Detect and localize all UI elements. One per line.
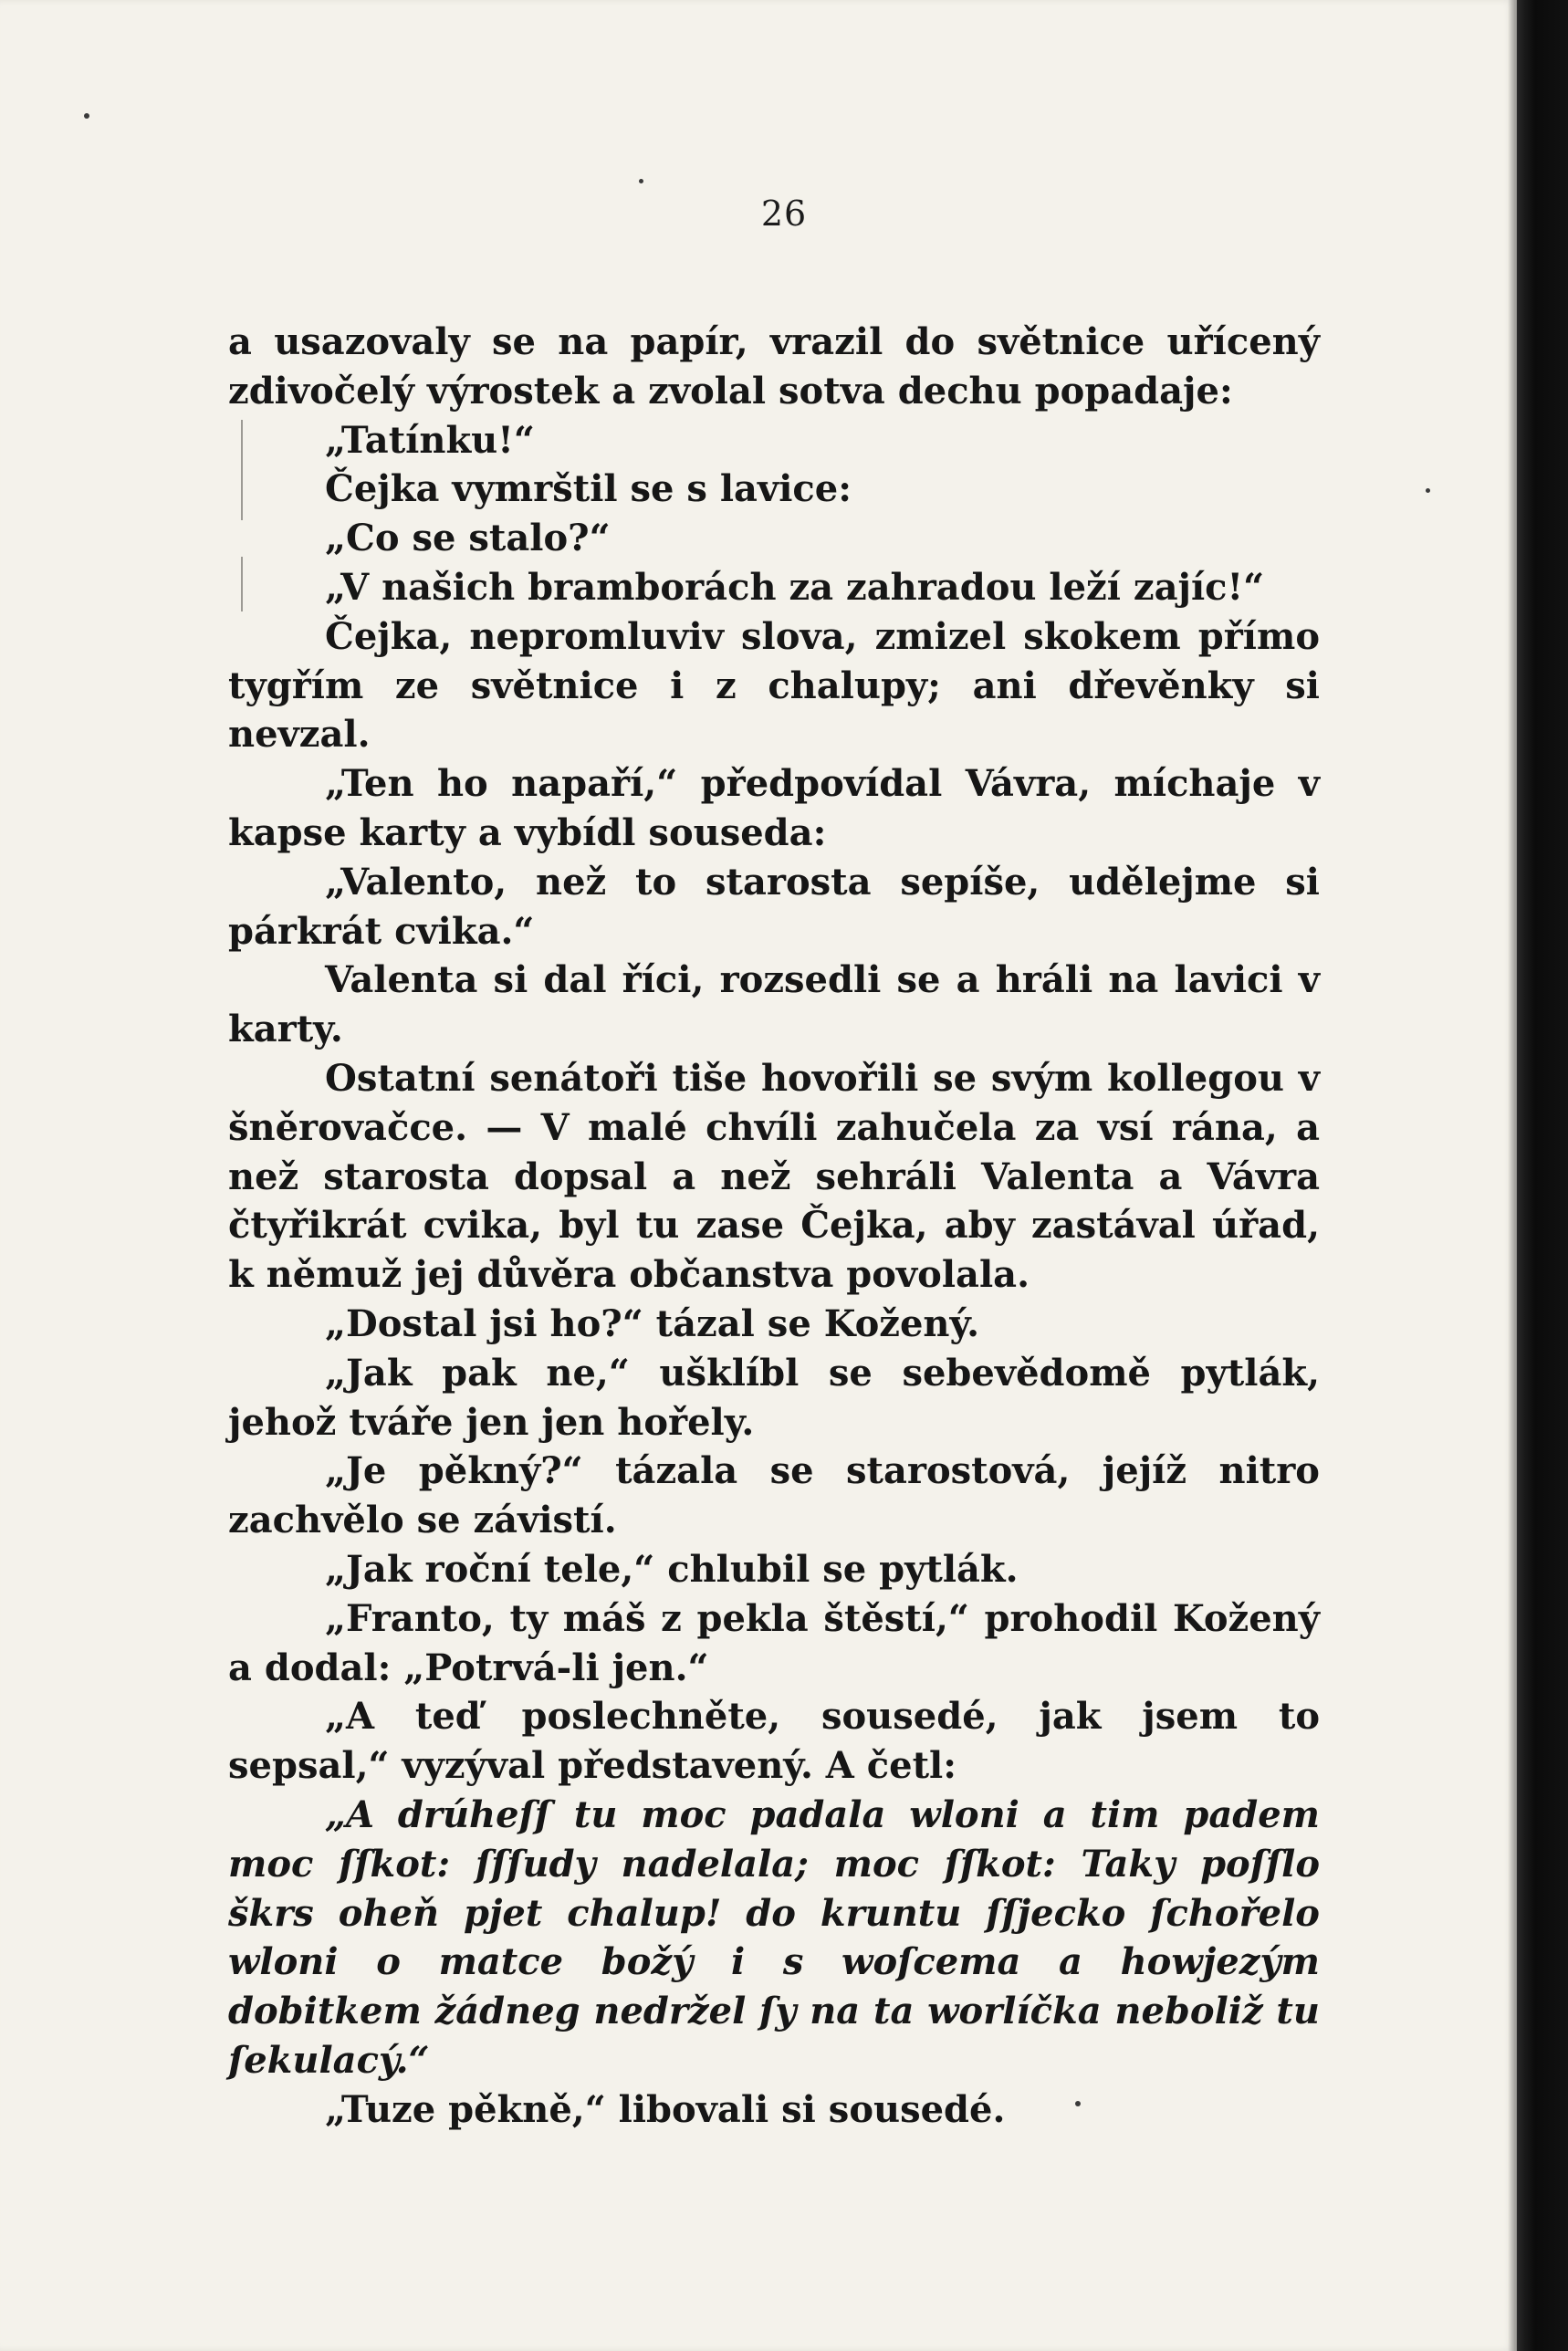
paragraph: „Dostal jsi ho?“ tázal se Kožený. bbox=[325, 1301, 980, 1345]
book-binding bbox=[1517, 0, 1568, 2351]
paragraph: a usazovaly se na papír, vrazil do světnice uřícený zdivočelý výrostek a zvolal sotva dechu popadaje: bbox=[228, 320, 1320, 413]
paragraph: „Valento, než to starosta sepíše, udělejme si párkrát cvika.“ bbox=[228, 860, 1320, 953]
ink-speck bbox=[1426, 488, 1430, 493]
paragraph: „Je pěkný?“ tázala se starostová, jejíž nitro zachvělo se závistí. bbox=[228, 1449, 1320, 1542]
paragraph: „Jak roční tele,“ chlubil se pytlák. bbox=[325, 1547, 1019, 1591]
paragraph: „Co se stalo?“ bbox=[325, 517, 611, 560]
paragraph: „Franto, ty máš z pekla štěstí,“ prohodil Kožený a dodal: „Potrvá-li jen.“ bbox=[228, 1596, 1320, 1689]
ink-speck bbox=[639, 179, 643, 183]
page-number: 26 bbox=[760, 193, 808, 234]
paragraph: „A teď poslechněte, sousedé, jak jsem to sepsal,“ vyzýval představený. A četl: bbox=[228, 1695, 1320, 1788]
paragraph: Ostatní senátoři tiše hovořili se svým kollegou v šněrovačce. — V malé chvíli zahučela za vsí rána, a než starosta dopsal a než sehráli Valenta a Vávra čtyřikrát cvika, byl tu zase Čejka, aby zastával úřad, k němuž jej důvěra občanstva povolala. bbox=[228, 1056, 1320, 1297]
ink-speck bbox=[1075, 2101, 1081, 2106]
body-text bbox=[228, 318, 1320, 2134]
quoted-fraktur-paragraph: „A drúheſſ tu moc padala wloni a tim padem moc ſſkot: ſſſudy nadelala; moc ſſkot: Taky poſſlo škrs oheň pjet chalup! do kruntu ſſjecko ſchořelo wloni o matce božý i s woſcema a howjezým dobitkem žádneg nedržel ſy na ta worlíčka neboliž tu ſekulacý.“ bbox=[228, 1792, 1320, 2082]
paragraph: „V našich bramborách za zahradou leží zajíc!“ bbox=[325, 565, 1265, 609]
paragraph: „Ten ho napaří,“ předpovídal Vávra, míchaje v kapse karty a vybídl souseda: bbox=[228, 762, 1320, 854]
ink-speck bbox=[84, 113, 89, 119]
paragraph: „Tuze pěkně,“ libovali si sousedé. bbox=[325, 2087, 1006, 2131]
paragraph: „Tatínku!“ bbox=[325, 418, 535, 462]
paragraph: Valenta si dal říci, rozsedli se a hráli na lavici v karty. bbox=[228, 958, 1320, 1051]
paragraph: „Jak pak ne,“ ušklíbl se sebevědomě pytlák, jehož tváře jen jen hořely. bbox=[228, 1351, 1320, 1444]
paragraph: Čejka vymrštil se s lavice: bbox=[325, 467, 852, 511]
paragraph: Čejka, nepromluviv slova, zmizel skokem přímo tygřím ze světnice i z chalupy; ani dřevěnky si nevzal. bbox=[228, 614, 1320, 757]
